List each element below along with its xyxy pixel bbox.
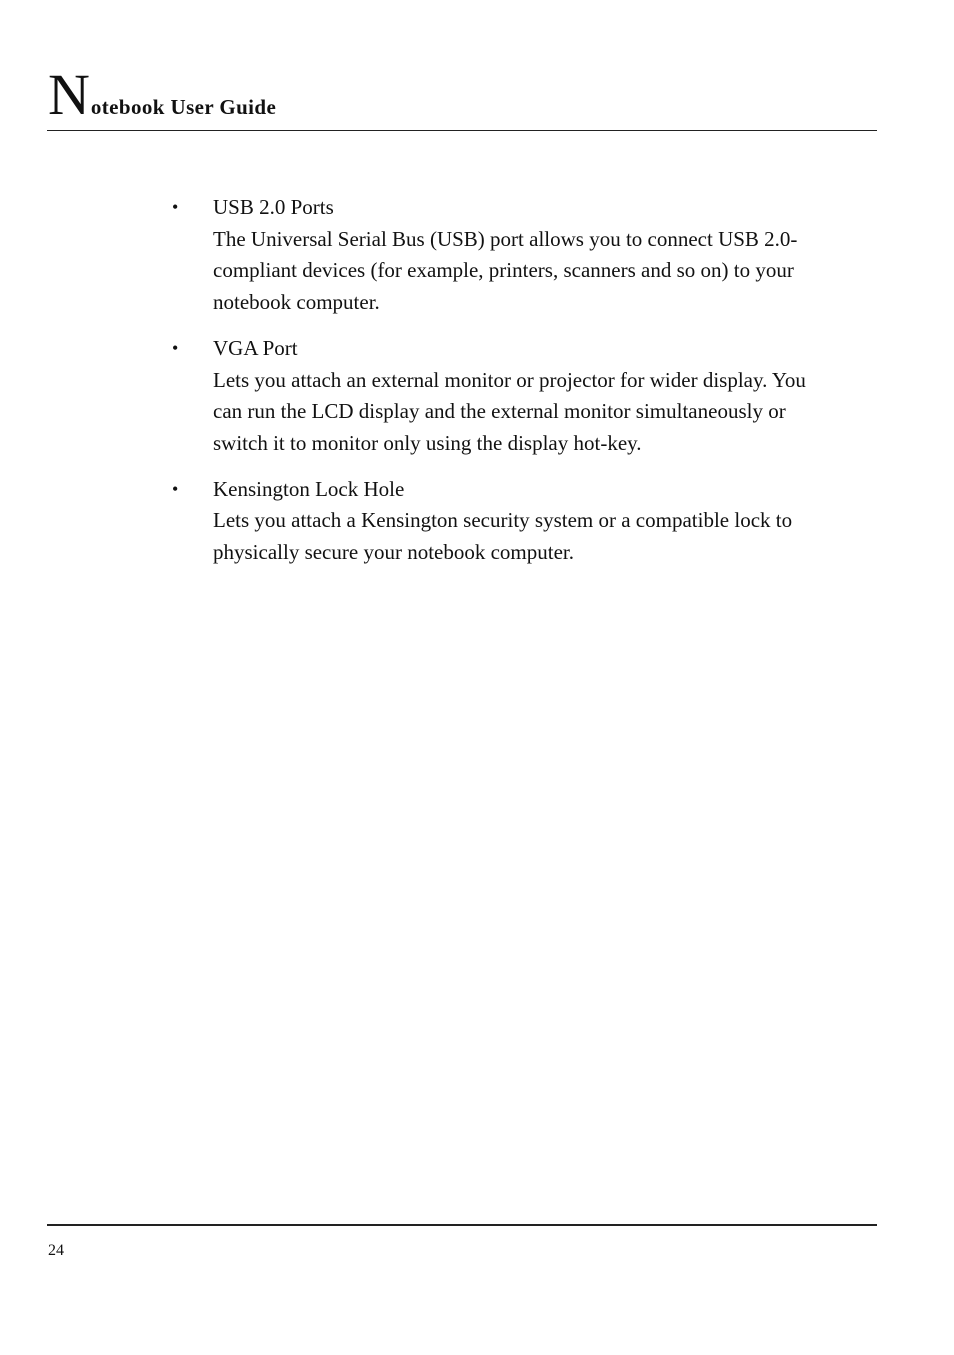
bullet-icon: • — [172, 478, 179, 499]
page-number: 24 — [48, 1242, 64, 1259]
item-description-line: can run the LCD display and the external monitor simultaneously or — [213, 399, 786, 424]
item-description-line: Lets you attach an external monitor or projector for wider display. You — [213, 367, 806, 392]
header-title-initial: N — [48, 62, 90, 127]
item-description-line: compliant devices (for example, printers, scanners and so on) to your — [213, 258, 794, 283]
item-title: VGA Port — [213, 335, 298, 360]
list-item-usb-ports — [172, 192, 852, 319]
item-description-line: physically secure your notebook computer. — [213, 540, 574, 565]
list-item-kensington-lock — [172, 474, 852, 569]
bullet-icon: • — [172, 197, 179, 217]
item-description-line: switch it to monitor only using the display hot-key. — [213, 430, 642, 455]
header-title-rest: otebook User Guide — [90, 95, 277, 119]
item-title: USB 2.0 Ports — [213, 195, 334, 219]
item-title: Kensington Lock Hole — [213, 476, 405, 501]
page-header — [47, 64, 877, 131]
bullet-icon: • — [172, 337, 179, 358]
item-description-line: notebook computer. — [213, 290, 380, 315]
item-description-line: Lets you attach a Kensington security system or a compatible lock to — [213, 508, 793, 533]
footer-divider — [47, 1224, 877, 1226]
item-description-line: The Universal Serial Bus (USB) port allows you to connect USB 2.0- — [213, 226, 798, 251]
list-item-vga-port — [172, 333, 852, 460]
port-description-list — [172, 192, 852, 583]
header-title — [48, 62, 277, 127]
